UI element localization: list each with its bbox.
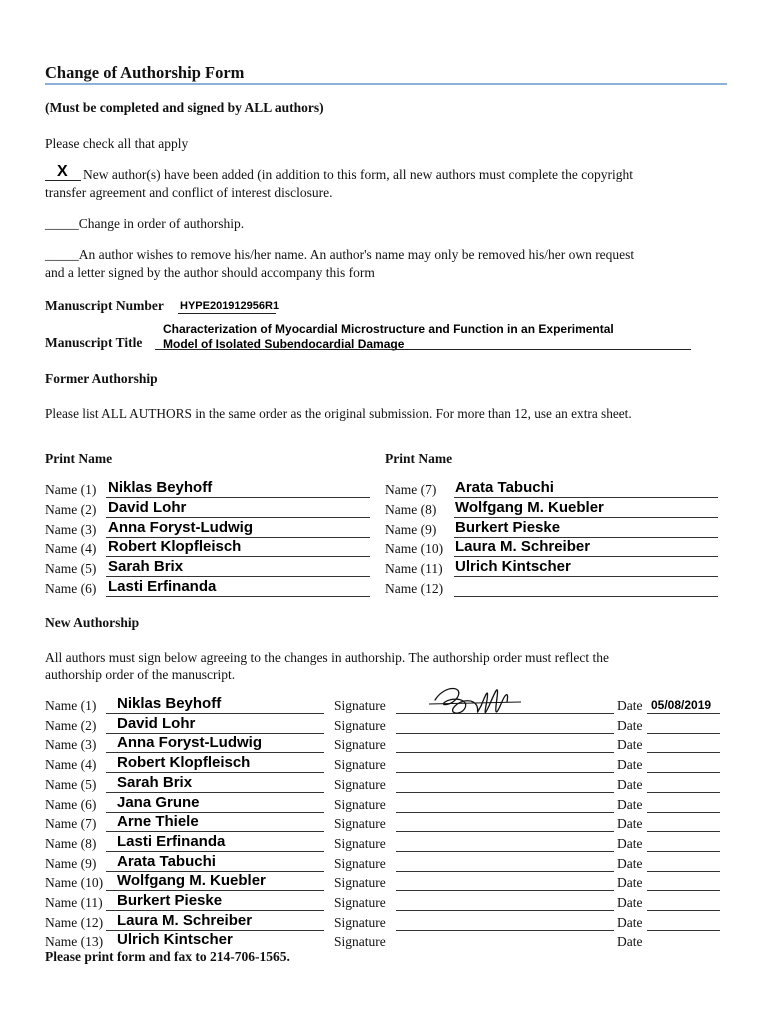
author-name: Burkert Pieske [117, 892, 223, 909]
author-name: David Lohr [117, 714, 196, 732]
option-order-text: Change in order of authorship. [78, 216, 245, 231]
manuscript-title-label: Manuscript Title [45, 335, 143, 350]
date-field[interactable] [647, 853, 720, 871]
signature-label: Signature [334, 757, 386, 773]
signature-field[interactable] [396, 813, 614, 831]
date-field[interactable] [647, 774, 720, 792]
signature-label: Signature [334, 855, 386, 871]
footer-fax-note: Please print form and fax to 214-706-1565. [45, 949, 290, 964]
handwritten-signature [425, 676, 525, 724]
signature-label: Signature [334, 816, 386, 832]
name-field[interactable] [106, 853, 324, 871]
name-field[interactable] [106, 695, 324, 713]
name-field[interactable] [106, 715, 324, 733]
name-label: Name (12) [385, 581, 444, 596]
date-label: Date [617, 855, 643, 871]
signature-label: Signature [334, 737, 386, 753]
author-name: Laura M. Schreiber [455, 538, 591, 556]
new-authorship-heading: New Authorship [45, 615, 140, 630]
manuscript-title-line2: Model of Isolated Subendocardial Damage [163, 337, 405, 351]
date-field[interactable] [647, 715, 720, 733]
print-name-header-right: Print Name [385, 451, 453, 466]
name-underline [454, 596, 718, 597]
date-label: Date [617, 914, 643, 930]
form-title: Change of Authorship Form [45, 63, 245, 82]
name-label: Name (4) [45, 757, 97, 773]
name-field[interactable] [454, 538, 718, 556]
author-name: Ulrich Kintscher [117, 931, 233, 949]
form-subtitle: (Must be completed and signed by ALL authors) [45, 100, 324, 115]
manuscript-title-line1: Characterization of Myocardial Microstructure and Function in an Experimental [163, 322, 614, 336]
date-field[interactable] [647, 912, 720, 930]
date-label: Date [617, 717, 643, 733]
name-field[interactable] [106, 479, 370, 497]
name-field[interactable] [454, 578, 718, 596]
print-name-header-left: Print Name [45, 451, 113, 466]
name-field[interactable] [106, 558, 370, 576]
name-label: Name (11) [385, 561, 443, 577]
name-label: Name (7) [45, 816, 97, 832]
name-field[interactable] [106, 813, 324, 831]
name-field[interactable] [454, 499, 718, 517]
signature-field[interactable] [396, 853, 614, 871]
check-mark: X [57, 163, 68, 180]
author-name: Niklas Beyhoff [108, 479, 213, 496]
name-field[interactable] [106, 754, 324, 772]
author-name: Arata Tabuchi [455, 479, 554, 496]
author-name: Wolfgang M. Kuebler [117, 872, 266, 890]
name-label: Name (13) [45, 934, 104, 950]
name-label: Name (5) [45, 561, 97, 577]
name-label: Name (9) [45, 855, 97, 871]
option-new-text-2: transfer agreement and conflict of interest disclosure. [45, 185, 333, 200]
name-field[interactable] [106, 931, 324, 949]
option-remove-text-2: and a letter signed by the author should accompany this form [45, 265, 375, 280]
manuscript-title-field[interactable] [155, 320, 691, 352]
name-label: Name (7) [385, 482, 437, 497]
name-label: Name (1) [45, 698, 97, 713]
date-field[interactable] [647, 892, 720, 910]
former-author-row [45, 578, 375, 601]
name-field[interactable] [106, 912, 324, 930]
name-label: Name (6) [45, 796, 97, 812]
signature-label: Signature [334, 835, 386, 851]
date-label: Date [617, 835, 643, 851]
checkbox-blank: _____ [45, 247, 79, 262]
author-name: Sarah Brix [117, 773, 193, 791]
signature-field[interactable] [396, 912, 614, 930]
name-label: Name (2) [45, 501, 97, 517]
signature-field[interactable] [396, 734, 614, 752]
author-name: Niklas Beyhoff [117, 695, 222, 712]
name-label: Name (5) [45, 776, 97, 792]
name-field[interactable] [106, 892, 324, 910]
author-name: Sarah Brix [108, 558, 184, 576]
author-name: Arata Tabuchi [117, 852, 216, 870]
name-label: Name (9) [385, 521, 437, 537]
author-name: Wolfgang M. Kuebler [455, 498, 604, 516]
date-value: 05/08/2019 [651, 698, 712, 712]
name-label: Name (10) [45, 875, 104, 891]
date-label: Date [617, 698, 643, 713]
name-label: Name (11) [45, 895, 103, 910]
author-name: Robert Klopfleisch [117, 754, 251, 772]
name-field[interactable] [454, 479, 718, 497]
checkbox-remove-author[interactable] [45, 247, 634, 263]
author-name: David Lohr [108, 498, 187, 516]
manuscript-number-value: HYPE201912956R1 [180, 300, 280, 312]
new-instruction-1: All authors must sign below agreeing to the changes in authorship. The authorship order must reflect the [45, 650, 609, 665]
date-label: Date [617, 776, 643, 792]
name-label: Name (4) [45, 541, 97, 557]
signature-field[interactable] [396, 872, 614, 890]
date-field[interactable] [647, 695, 720, 713]
signature-label: Signature [334, 875, 386, 891]
signature-label: Signature [334, 895, 386, 910]
signature-field[interactable] [396, 754, 614, 772]
signature-label: Signature [334, 717, 386, 733]
signature-field[interactable] [396, 794, 614, 812]
author-name: Arne Thiele [117, 813, 199, 831]
date-label: Date [617, 934, 643, 950]
name-label: Name (8) [385, 501, 437, 517]
signature-label: Signature [334, 796, 386, 812]
name-field[interactable] [106, 538, 370, 556]
signature-field[interactable] [396, 774, 614, 792]
date-label: Date [617, 875, 643, 891]
name-field[interactable] [106, 872, 324, 890]
checkbox-change-order[interactable] [45, 216, 244, 232]
checkbox-new-authors[interactable] [45, 164, 83, 182]
author-name: Jana Grune [117, 793, 200, 811]
author-name: Ulrich Kintscher [455, 558, 571, 576]
name-label: Name (10) [385, 541, 444, 557]
author-name: Lasti Erfinanda [108, 578, 217, 595]
name-field[interactable] [106, 578, 370, 596]
author-name: Burkert Pieske [455, 518, 561, 536]
name-field[interactable] [106, 499, 370, 517]
name-label: Name (3) [45, 737, 97, 753]
signature-label: Signature [334, 934, 386, 950]
name-label: Name (6) [45, 581, 97, 596]
date-label: Date [617, 757, 643, 773]
name-label: Name (1) [45, 482, 97, 497]
date-field[interactable] [647, 872, 720, 890]
author-name: Anna Foryst-Ludwig [108, 518, 253, 536]
date-field[interactable] [647, 754, 720, 772]
name-underline [106, 596, 370, 597]
name-label: Name (8) [45, 835, 97, 851]
date-label: Date [617, 895, 643, 910]
name-field[interactable] [454, 519, 718, 537]
author-name: Lasti Erfinanda [117, 832, 226, 850]
name-field[interactable] [454, 558, 718, 576]
name-field[interactable] [106, 734, 324, 752]
name-label: Name (12) [45, 914, 104, 930]
manuscript-number-field[interactable] [178, 298, 280, 314]
author-name: Robert Klopfleisch [108, 538, 242, 556]
former-authorship-heading: Former Authorship [45, 371, 158, 386]
signature-label: Signature [334, 914, 386, 930]
former-instruction: Please list ALL AUTHORS in the same order as the original submission. For more than 12, use an extra sheet. [45, 406, 632, 421]
date-field[interactable] [647, 833, 720, 851]
former-author-row [385, 581, 725, 601]
signature-label: Signature [334, 698, 386, 713]
date-field[interactable] [647, 794, 720, 812]
author-name: Laura M. Schreiber [117, 911, 253, 929]
name-label: Name (2) [45, 717, 97, 733]
author-name: Anna Foryst-Ludwig [117, 734, 262, 752]
date-label: Date [617, 737, 643, 753]
name-field[interactable] [106, 794, 324, 812]
signature-label: Signature [334, 776, 386, 792]
check-instruction: Please check all that apply [45, 136, 189, 151]
date-field[interactable] [647, 734, 720, 752]
name-field[interactable] [106, 774, 324, 792]
name-label: Name (3) [45, 521, 97, 537]
signature-field[interactable] [396, 833, 614, 851]
option-new-text-1: New author(s) have been added (in addition to this form, all new authors must complete the copyright [83, 167, 633, 182]
title-rule [45, 83, 727, 85]
date-label: Date [617, 796, 643, 812]
date-label: Date [617, 816, 643, 832]
option-remove-text-1: An author wishes to remove his/her name. An author's name may only be removed his/her own request [78, 247, 635, 262]
name-field[interactable] [106, 833, 324, 851]
checkbox-blank: _____ [45, 216, 79, 231]
new-instruction-2: authorship order of the manuscript. [45, 667, 236, 682]
manuscript-number-label: Manuscript Number [45, 298, 164, 313]
date-field[interactable] [647, 813, 720, 831]
signature-field[interactable] [396, 892, 614, 910]
name-field[interactable] [106, 519, 370, 537]
